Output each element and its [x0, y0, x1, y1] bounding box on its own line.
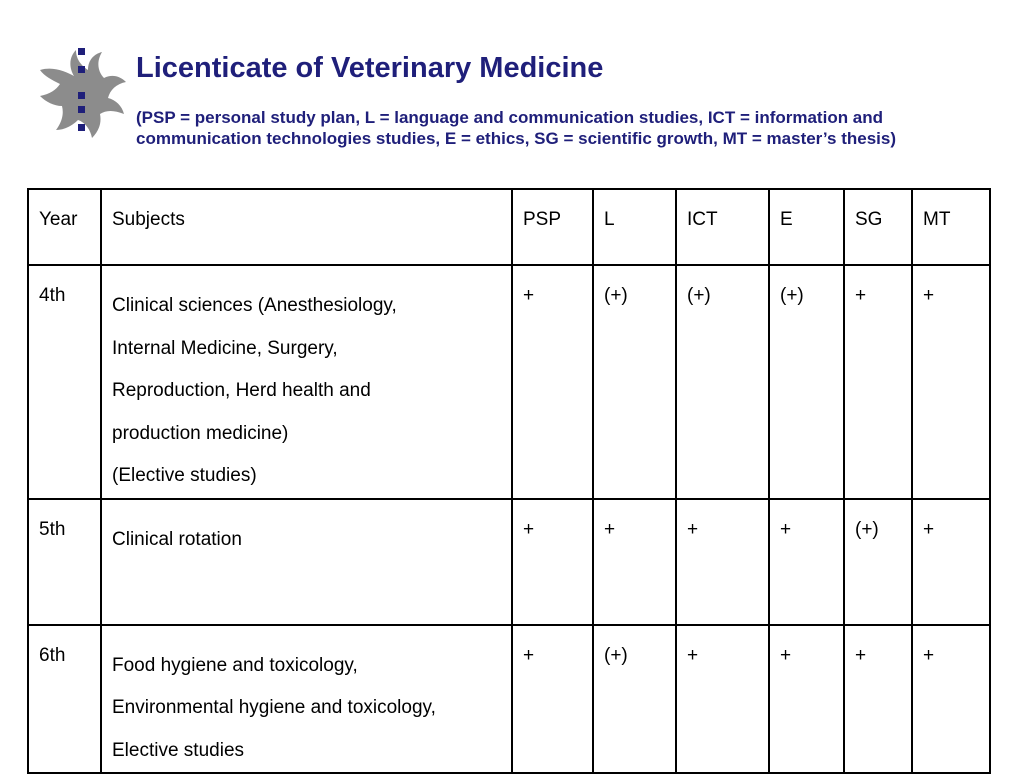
- e-mark: +: [769, 499, 844, 625]
- year-cell: 4th: [28, 265, 101, 499]
- header-year: Year: [28, 189, 101, 265]
- logo-dot-5: [78, 124, 85, 131]
- slide-subtitle: (PSP = personal study plan, L = language and communication studies, ICT = information and communication technologies studies, E = ethics, SG = scientific growth, MT = master’s thesis): [136, 108, 896, 148]
- subject-line: Food hygiene and toxicology,: [112, 654, 358, 676]
- slide-title: Licenticate of Veterinary Medicine: [136, 52, 604, 84]
- table-row: [28, 625, 990, 774]
- l-mark: +: [593, 499, 676, 625]
- ict-mark: +: [676, 625, 769, 774]
- sg-mark: +: [844, 625, 912, 774]
- subject-line: Reproduction, Herd health and: [112, 380, 371, 401]
- subject-line: Environmental hygiene and toxicology,: [112, 697, 436, 718]
- year-cell: 5th: [28, 499, 101, 625]
- subject-line: Clinical sciences (Anesthesiology,: [112, 295, 397, 316]
- university-logo-icon: [36, 44, 128, 140]
- l-mark: (+): [593, 265, 676, 499]
- header-sg: SG: [844, 189, 912, 265]
- table-header-row: [28, 189, 990, 265]
- study-plan-table: [27, 188, 991, 774]
- ict-mark: (+): [676, 265, 769, 499]
- psp-mark: +: [512, 265, 593, 499]
- sg-mark: +: [844, 265, 912, 499]
- mt-mark: +: [912, 625, 990, 774]
- header-e: E: [769, 189, 844, 265]
- logo-dot-4: [78, 106, 85, 113]
- psp-mark: +: [512, 499, 593, 625]
- mt-mark: +: [912, 499, 990, 625]
- table-row: [28, 265, 990, 499]
- logo-dot-2: [78, 66, 85, 73]
- subjects-cell: [101, 625, 512, 774]
- ict-mark: +: [676, 499, 769, 625]
- subject-line: (Elective studies): [112, 465, 257, 486]
- header-mt: MT: [912, 189, 990, 265]
- psp-mark: +: [512, 625, 593, 774]
- subjects-cell: [101, 499, 512, 625]
- sg-mark: (+): [844, 499, 912, 625]
- header-ict: ICT: [676, 189, 769, 265]
- header-psp: PSP: [512, 189, 593, 265]
- subject-line: Internal Medicine, Surgery,: [112, 337, 338, 359]
- subject-line: Clinical rotation: [112, 528, 242, 550]
- header-subjects: Subjects: [101, 189, 512, 265]
- logo-dot-3: [78, 92, 85, 99]
- l-mark: (+): [593, 625, 676, 774]
- e-mark: +: [769, 625, 844, 774]
- subject-line: Elective studies: [112, 739, 245, 761]
- year-cell: 6th: [28, 625, 101, 774]
- header-l: L: [593, 189, 676, 265]
- mt-mark: +: [912, 265, 990, 499]
- table-row: [28, 499, 990, 625]
- subject-line: production medicine): [112, 422, 289, 444]
- subjects-cell: [101, 265, 512, 499]
- logo-dot-1: [78, 48, 85, 55]
- e-mark: (+): [769, 265, 844, 499]
